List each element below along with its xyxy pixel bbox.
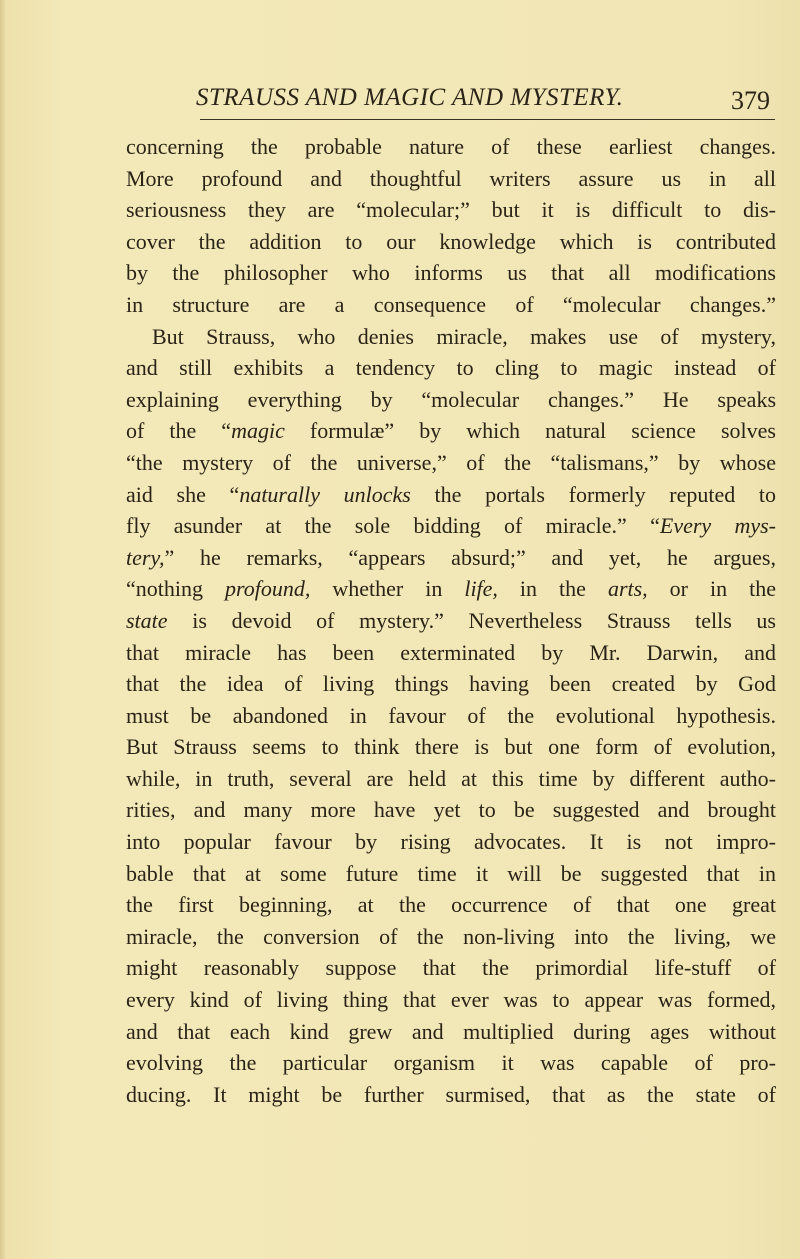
text-segment: the first beginning, at the occurrence of that one great [126,892,776,918]
text-segment: the portals formerly reputed to [410,481,777,507]
text-line [126,794,776,826]
text-line [126,194,776,226]
text-line [126,226,776,258]
text-line [126,763,776,795]
text-line [126,1079,776,1111]
text-line [126,858,776,890]
text-segment: miracle, the conversion of the non-living into the living, we [126,923,776,949]
italic-text: tery, [126,544,165,570]
text-segment: “nothing [126,576,225,602]
text-segment: ” he remarks, “appears absurd;” and yet, he argues, [164,544,776,570]
text-line [126,289,776,321]
text-line [126,668,776,700]
text-line [126,479,776,511]
text-segment: aid she “ [126,481,240,507]
text-segment: But Strauss seems to think there is but one form of evolution, [126,734,776,760]
italic-text: state [126,607,168,633]
text-segment: bable that at some future time it will be suggested that in [126,860,776,886]
text-segment: and that each kind grew and multiplied during ages without [126,1018,776,1044]
page-number: 379 [731,86,770,115]
text-segment: in structure are a consequence of “molecular changes.” [126,291,776,317]
text-line [126,510,776,542]
text-line [126,384,776,416]
text-line [126,352,776,384]
text-segment: whether in [310,576,465,602]
text-segment: evolving the particular organism it was capable of pro- [126,1050,776,1076]
text-segment: and still exhibits a tendency to cling to magic instead of [126,355,776,381]
text-segment: rities, and many more have yet to be suggested and brought [126,797,776,823]
text-segment: must be abandoned in favour of the evolutional hypothesis. [126,702,776,728]
text-segment: ducing. It might be further surmised, that as the state of [126,1081,776,1107]
text-line [126,573,776,605]
italic-text: Every mys- [659,513,776,539]
body-text [126,131,776,1110]
text-line [126,952,776,984]
italic-text: life, [464,576,498,602]
text-line [126,889,776,921]
text-line [126,542,776,574]
text-segment: in the [497,576,608,602]
italic-text: arts, [607,576,648,602]
text-line [126,1016,776,1048]
italic-text: profound, [225,576,311,602]
text-segment: But Strauss, who denies miracle, makes use of mystery, [152,323,776,349]
text-segment: of the “ [126,418,232,444]
text-line [126,731,776,763]
text-segment: explaining everything by “molecular changes.” He speaks [126,386,776,412]
running-head: STRAUSS AND MAGIC AND MYSTERY. [196,84,624,111]
italic-text: naturally unlocks [239,481,411,507]
text-line [126,415,776,447]
text-segment: every kind of living thing that ever was to appear was formed, [126,987,776,1013]
text-segment: by the philosopher who informs us that all modifications [126,260,776,286]
text-line [126,605,776,637]
text-segment: concerning the probable nature of these earliest changes. [126,134,776,159]
text-line [126,921,776,953]
text-segment: or in the [647,576,776,602]
text-segment: might reasonably suppose that the primordial life-stuff of [126,955,776,981]
text-segment: fly asunder at the sole bidding of miracle.” “ [126,513,660,539]
text-segment: that miracle has been exterminated by Mr. Darwin, and [126,639,776,665]
text-segment: More profound and thoughtful writers assure us in all [126,165,776,191]
text-line [126,826,776,858]
text-segment: is devoid of mystery.” Nevertheless Strauss tells us [167,607,776,633]
text-line [126,637,776,669]
text-segment: while, in truth, several are held at this time by different autho- [126,765,776,791]
text-segment: seriousness they are “molecular;” but it is difficult to dis- [126,197,776,223]
text-segment: cover the addition to our knowledge which is contributed [126,228,776,254]
page-header [120,78,780,118]
text-line [126,321,776,353]
text-segment: formulæ” by which natural science solves [284,418,776,444]
text-segment: “the mystery of the universe,” of the “talismans,” by whose [126,449,776,475]
text-segment: into popular favour by rising advocates. It is not impro- [126,829,776,855]
text-line [126,163,776,195]
text-segment: that the idea of living things having been created by God [126,671,776,697]
text-line [126,257,776,289]
text-line [126,131,776,163]
text-line [126,1047,776,1079]
text-line [126,700,776,732]
header-rule [200,119,775,120]
binding-edge [0,0,6,1259]
text-line [126,447,776,479]
italic-text: magic [231,418,285,444]
text-line [126,984,776,1016]
